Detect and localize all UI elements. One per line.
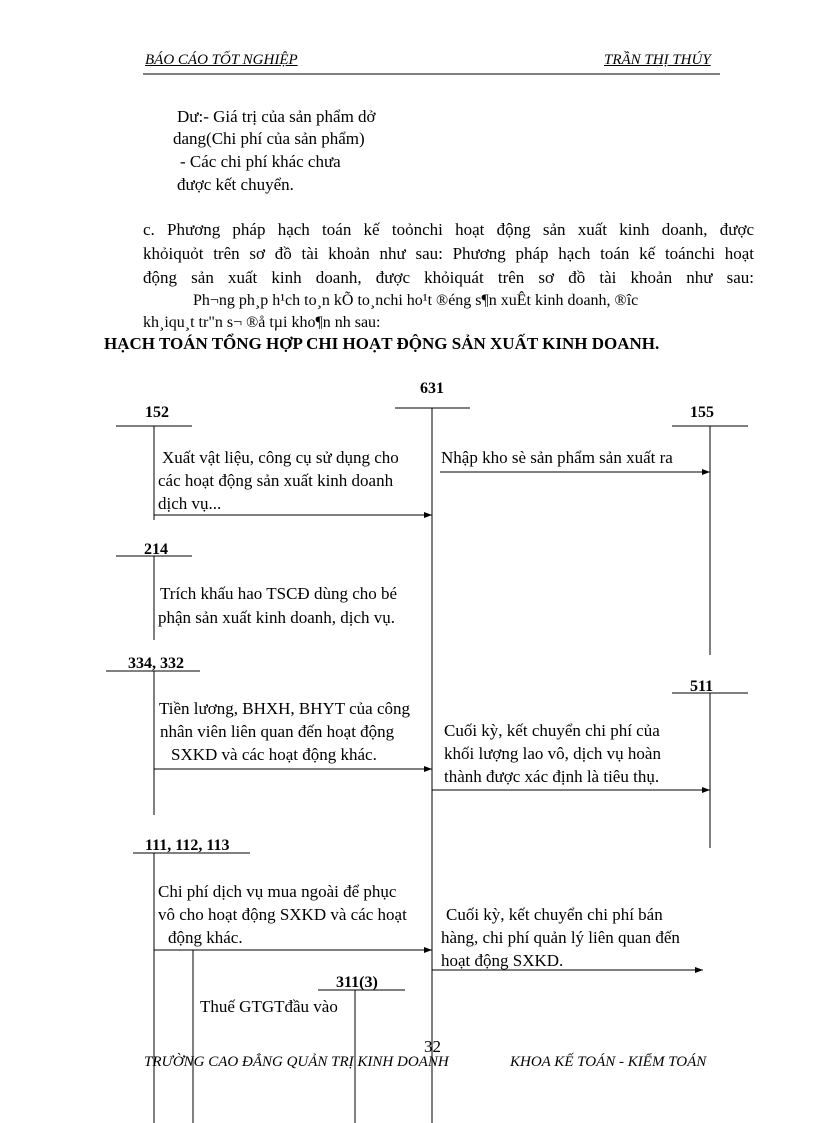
diagram-title: HẠCH TOÁN TỔNG HỢP CHI HOẠT ĐỘNG SẢN XUẤT KINH DOANH. xyxy=(104,334,660,353)
entry-334-line-1: Tiền lương, BHXH, BHYT của công xyxy=(159,699,411,718)
entry-334-line-2: nhân viên liên quan đến hoạt động xyxy=(160,722,395,741)
entry-111-line-2: vô cho hoạt động SXKD và các hoạt xyxy=(158,905,407,924)
balance-line-1: Dư:- Giá trị của sản phẩm dở xyxy=(177,107,376,126)
entry-sell-line-3: hoạt động SXKD. xyxy=(441,951,564,970)
entry-sell-line-2: hàng, chi phí quản lý liên quan đến xyxy=(441,928,680,947)
entry-111-line-3: động khác. xyxy=(168,928,243,947)
entry-511-line-1: Cuối kỳ, kết chuyển chi phí của xyxy=(444,721,660,740)
entry-152-line-2: các hoạt động sản xuất kinh doanh xyxy=(158,471,394,490)
header-left: BÁO CÁO TỐT NGHIỆP xyxy=(145,52,298,68)
entry-214-line-1: Trích khấu hao TSCĐ dùng cho bé xyxy=(160,584,398,603)
paragraph-line-3: động sản xuất kinh doanh, được khỏiquát trên sơ đồ tài khoản như sau: xyxy=(143,268,754,287)
account-152: 152 xyxy=(145,404,169,421)
balance-line-2: dang(Chi phí của sản phẩm) xyxy=(173,129,365,148)
account-311-3: 311(3) xyxy=(336,974,378,991)
entry-152-line-3: dịch vụ... xyxy=(158,494,222,513)
balance-line-3: - Các chi phí khác chưa xyxy=(180,152,341,171)
paragraph-line-4: Ph¬ng ph¸p h¹ch to¸n kÕ to¸nchi ho¹t ®éng s¶n xuÊt kinh doanh, ®îc xyxy=(193,292,639,309)
footer-left: TRƯỜNG CAO ĐẲNG QUẢN TRỊ KINH DOANH xyxy=(144,1054,449,1070)
entry-vat-line-1: Thuế GTGTđầu vào xyxy=(200,997,338,1016)
entry-155-line-1: Nhập kho sè sản phẩm sản xuất ra xyxy=(441,448,673,467)
balance-line-4: được kết chuyển. xyxy=(177,175,294,194)
entry-111-line-1: Chi phí dịch vụ mua ngoài để phục xyxy=(158,882,397,901)
entry-511-line-2: khối lượng lao vô, dịch vụ hoàn xyxy=(444,744,661,763)
footer-right: KHOA KẾ TOÁN - KIỂM TOÁN xyxy=(510,1054,707,1070)
account-631: 631 xyxy=(420,380,444,397)
account-511: 511 xyxy=(690,678,714,695)
entry-511-line-3: thành được xác định là tiêu thụ. xyxy=(444,767,660,786)
paragraph-line-5: kh¸iqu¸t tr"n s¬ ®å tµi kho¶n nh sau: xyxy=(143,314,381,331)
entry-334-line-3: SXKD và các hoạt động khác. xyxy=(171,745,377,764)
paragraph-line-1: c. Phương pháp hạch toán kế toỏnchi hoạt động sản xuất kinh doanh, được xyxy=(143,220,754,239)
account-155: 155 xyxy=(690,404,714,421)
paragraph-line-2: khỏiquỏt trên sơ đồ tài khoản như sau: Phương pháp hạch toán kế toánchi hoạt xyxy=(143,244,754,263)
page-number: 32 xyxy=(424,1037,441,1056)
account-334-332: 334, 332 xyxy=(128,655,184,672)
entry-sell-line-1: Cuối kỳ, kết chuyển chi phí bán xyxy=(446,905,663,924)
account-214: 214 xyxy=(144,541,168,558)
entry-214-line-2: phận sản xuất kinh doanh, dịch vụ. xyxy=(158,608,396,627)
header-right: TRẦN THỊ THÚY xyxy=(604,52,711,68)
account-111-112-113: 111, 112, 113 xyxy=(145,837,230,854)
entry-152-line-1: Xuất vật liệu, công cụ sử dụng cho xyxy=(162,448,399,467)
